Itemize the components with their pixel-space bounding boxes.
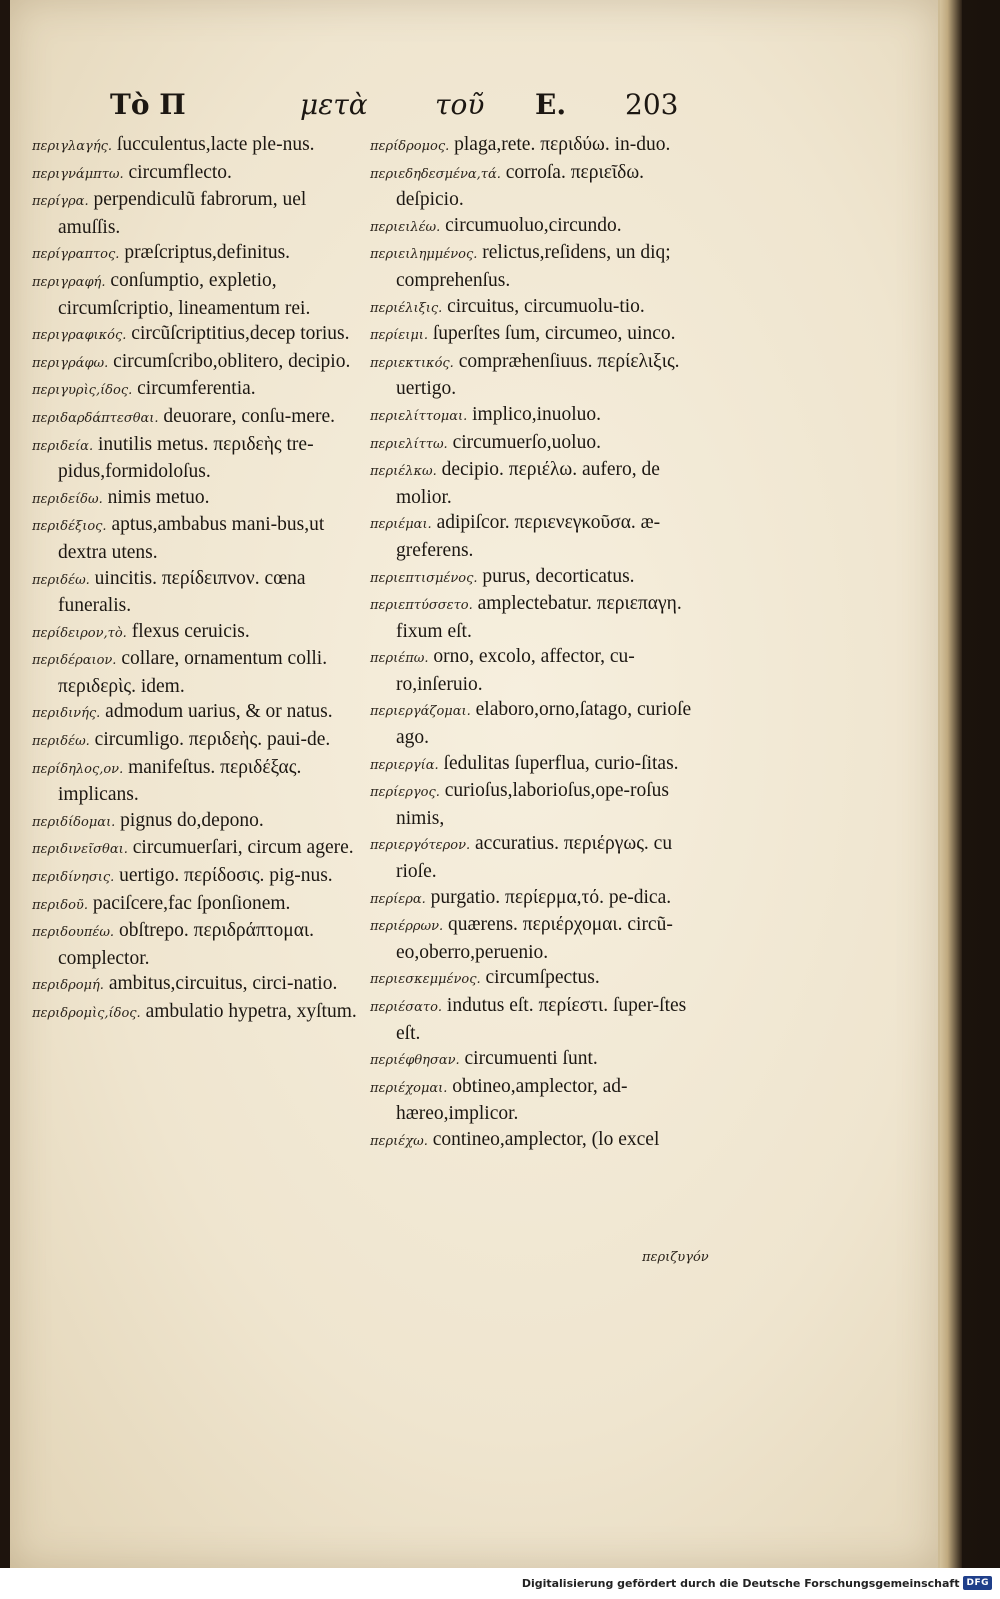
entry-lemma: περιδέραιον. xyxy=(32,653,117,669)
entry-lemma: περιγράφω. xyxy=(32,355,109,371)
entry-lemma: περιέπω. xyxy=(370,651,429,667)
entry-definition: conſumptio, expletio, circumſcriptio, lineamentum rei. xyxy=(58,269,311,319)
dictionary-entry xyxy=(32,863,372,891)
entry-definition: ambitus,circuitus, circi-natio. xyxy=(108,973,338,995)
entry-definition: præſcriptus,definitus. xyxy=(124,242,291,264)
entry-definition: circuitus, circumuolu-tio. xyxy=(447,295,645,317)
entry-lemma: περιεργία. xyxy=(370,757,439,773)
entry-definition: purgatio. περίερμα,τό. pe-dica. xyxy=(430,886,672,908)
entry-lemma: περιελίττω. xyxy=(370,436,448,452)
entry-definition: circumuerſo,uoluo. xyxy=(452,431,601,453)
header-middle: μετὰ xyxy=(300,88,368,121)
dictionary-entry xyxy=(32,432,372,485)
dictionary-entry xyxy=(370,965,715,993)
entry-definition: indutus eſt. περίεστι. ſuper-ſtes eſt. xyxy=(396,995,687,1044)
dictionary-entry xyxy=(32,727,372,755)
entry-definition: uincitis. περίδειπνον. cœna funeralis. xyxy=(58,567,306,617)
entry-lemma: περιδουπέω. xyxy=(32,925,115,941)
entry-lemma: περιγραφή. xyxy=(32,274,106,290)
entry-lemma: περιδίδομαι. xyxy=(32,814,116,830)
entry-definition: curioſus,laborioſus,ope-roſus nimis, xyxy=(396,780,669,829)
dictionary-entry xyxy=(370,160,715,213)
page-number: 203 xyxy=(625,88,679,121)
entry-lemma: περιεδηδεσμένα,τά. xyxy=(370,166,501,182)
dictionary-entry xyxy=(370,321,715,349)
dictionary-entry xyxy=(32,999,372,1027)
dictionary-entry xyxy=(370,778,715,831)
entry-lemma: περιγυρὶς,ίδος. xyxy=(32,383,133,399)
entry-lemma: περίειμι. xyxy=(370,328,429,344)
dictionary-entry xyxy=(370,591,715,644)
entry-lemma: περίερα. xyxy=(370,891,426,907)
entry-lemma: περιεργότερον. xyxy=(370,838,471,854)
entry-definition: amplectebatur. περιεπαγη. fixum eſt. xyxy=(396,593,682,642)
entry-lemma: περιγνάμπτω. xyxy=(32,166,124,182)
entry-definition: perpendiculũ fabrorum, uel amuſſis. xyxy=(58,189,307,238)
entry-definition: circumuoluo,circundo. xyxy=(445,214,622,236)
entry-definition: accuratius. περιέργως. cu rioſe. xyxy=(396,833,673,883)
entry-definition: circumſpectus. xyxy=(485,967,600,989)
entry-lemma: περιέχομαι. xyxy=(370,1080,448,1096)
entry-definition: circumferentia. xyxy=(137,378,256,400)
dictionary-entry xyxy=(32,808,372,836)
dictionary-entry xyxy=(32,268,372,321)
dictionary-entry xyxy=(32,376,372,404)
entry-lemma: περιεργάζομαι. xyxy=(370,704,471,720)
dictionary-entry xyxy=(370,831,715,884)
entry-definition: elaboro,orno,ſatago, curioſe ago. xyxy=(396,699,692,749)
dictionary-entry xyxy=(370,430,715,458)
dictionary-entry xyxy=(32,566,372,619)
entry-lemma: περιδρομή. xyxy=(32,978,104,994)
entry-definition: circũſcriptitius,decep torius. xyxy=(131,323,350,345)
entry-lemma: περιδέω. xyxy=(32,734,90,750)
entry-definition: corroſa. περιεῖδω. deſpicio. xyxy=(396,161,645,211)
header-right-word: τοῦ xyxy=(435,88,485,121)
running-header xyxy=(10,88,938,128)
entry-lemma: περίεργος. xyxy=(370,785,440,801)
entry-lemma: περιδινής. xyxy=(32,706,101,722)
entry-definition: circumuenti ſunt. xyxy=(464,1048,598,1070)
entry-definition: uertigo. περίδοσις. pig-nus. xyxy=(119,865,333,887)
dictionary-entry xyxy=(370,213,715,241)
digitization-credit xyxy=(522,1576,992,1590)
dictionary-entry xyxy=(370,294,715,322)
entry-definition: ſucculentus,lacte ple-nus. xyxy=(116,134,315,155)
entry-definition: decipio. περιέλω. aufero, de molior. xyxy=(396,459,660,508)
entry-lemma: περιεκτικός. xyxy=(370,355,454,371)
entry-definition: implico,inuoluo. xyxy=(472,403,602,425)
dictionary-entry xyxy=(32,485,372,513)
entry-lemma: περιέχω. xyxy=(370,1133,428,1149)
dictionary-entry xyxy=(32,699,372,727)
dictionary-entry xyxy=(370,564,715,592)
entry-lemma: περίδειρον,τὸ. xyxy=(32,625,127,641)
dictionary-entry xyxy=(32,755,372,808)
entry-definition: quærens. περιέρχομαι. circũ-eo,oberro,peruenio. xyxy=(396,914,673,963)
credit-text: Digitalisierung gefördert durch die Deutsche Forschungsgemeinschaft xyxy=(521,1576,960,1590)
page-edge xyxy=(938,0,962,1568)
dictionary-entry xyxy=(32,160,372,188)
catchword: περιζυγόν xyxy=(642,1250,709,1265)
entry-lemma: περιγλαγής. xyxy=(32,139,113,154)
dictionary-entry xyxy=(370,457,715,510)
entry-lemma: περιειλέω. xyxy=(370,219,441,235)
entry-lemma: περιδαρδάπτεσθαι. xyxy=(32,410,159,426)
entry-lemma: περιδέξιος. xyxy=(32,519,107,535)
entry-definition: plaga,rete. περιδύω. in-duo. xyxy=(454,134,671,155)
entry-definition: ambulatio hypetra, xyſtum. xyxy=(145,1001,357,1022)
entry-definition: collare, ornamentum colli. περιδερὶς. idem. xyxy=(58,648,328,697)
entry-lemma: περιέμαι. xyxy=(370,517,432,533)
entry-lemma: περίδηλος,ον. xyxy=(32,761,124,777)
dictionary-entry xyxy=(370,885,715,913)
dictionary-entry xyxy=(32,187,372,240)
entry-lemma: περιδίνησις. xyxy=(32,870,115,886)
entry-lemma: περιέφθησαν. xyxy=(370,1053,460,1069)
dictionary-entry xyxy=(370,402,715,430)
entry-definition: obſtrepo. περιδράπτομαι. complector. xyxy=(58,920,315,969)
entry-definition: contineo,amplector, (lo excel xyxy=(432,1128,660,1150)
entry-definition: ſuperſtes ſum, circumeo, uinco. xyxy=(432,323,676,345)
dictionary-entry xyxy=(370,644,715,697)
entry-definition: aptus,ambabus mani-bus,ut dextra utens. xyxy=(58,514,325,563)
entry-lemma: περιγραφικός. xyxy=(32,328,127,344)
dictionary-entry xyxy=(32,646,372,699)
header-right-letter: Ε. xyxy=(535,88,567,121)
entry-lemma: περίδρομος. xyxy=(370,139,450,154)
right-column xyxy=(370,132,715,1155)
entry-lemma: περιεσκεμμένος. xyxy=(370,972,481,988)
dictionary-entry xyxy=(32,512,372,565)
entry-definition: ſedulitas ſuperflua, curio-ſitas. xyxy=(443,752,679,774)
entry-definition: compræhenſiuus. περίελιξις. uertigo. xyxy=(396,350,680,400)
entry-definition: circumligo. περιδεὴς. paui-de. xyxy=(94,729,331,751)
dictionary-entry xyxy=(32,971,372,999)
entry-lemma: περιεπτύσσετο. xyxy=(370,598,473,614)
entry-lemma: περιέσατο. xyxy=(370,1000,443,1015)
entry-lemma: περιέλκω. xyxy=(370,464,437,480)
entry-definition: circumflecto. xyxy=(128,161,232,183)
entry-definition: circumſcribo,oblitero, decipio. xyxy=(113,350,351,372)
dictionary-entry xyxy=(32,132,372,160)
entry-definition: admodum uarius, & or natus. xyxy=(105,701,333,723)
dictionary-entry xyxy=(32,404,372,432)
dictionary-entry xyxy=(370,1127,715,1155)
entry-lemma: περίγραπτος. xyxy=(32,247,120,263)
dictionary-entry xyxy=(370,993,715,1046)
dictionary-entry xyxy=(32,240,372,268)
entry-lemma: περιδείδω. xyxy=(32,491,103,507)
dictionary-entry xyxy=(370,697,715,750)
dictionary-entry xyxy=(370,510,715,563)
entry-definition: pignus do,depono. xyxy=(120,809,264,831)
dictionary-entry xyxy=(32,349,372,377)
entry-definition: obtineo,amplector, ad-hæreo,implicor. xyxy=(396,1075,628,1125)
dictionary-entry xyxy=(370,751,715,779)
entry-definition: manifeſtus. περιδέξας. implicans. xyxy=(58,756,302,806)
entry-lemma: περιδρομὶς,ίδος. xyxy=(32,1006,141,1021)
entry-definition: flexus ceruicis. xyxy=(131,620,250,642)
dictionary-entry xyxy=(32,835,372,863)
entry-definition: purus, decorticatus. xyxy=(482,565,635,587)
entry-lemma: περιέλιξις. xyxy=(370,300,443,316)
entry-definition: deuorare, conſu-mere. xyxy=(163,405,336,427)
dfg-logo: DFG xyxy=(963,1576,992,1590)
entry-definition: circumuerſari, circum agere. xyxy=(132,837,354,859)
dictionary-entry xyxy=(32,891,372,919)
dictionary-entry xyxy=(370,1074,715,1127)
dictionary-entry xyxy=(370,349,715,402)
dictionary-entry xyxy=(370,912,715,965)
book-page xyxy=(10,0,940,1568)
dictionary-entry xyxy=(32,918,372,971)
entry-lemma: περίγρα. xyxy=(32,194,89,210)
entry-lemma: περιδεία. xyxy=(32,438,94,454)
entry-definition: adipiſcor. περιενεγκοῦσα. æ-greferens. xyxy=(396,512,661,561)
dictionary-entry xyxy=(370,240,715,293)
entry-definition: relictus,reſidens, un diq; comprehenſus. xyxy=(396,242,671,291)
entry-lemma: περιέρρων. xyxy=(370,919,444,935)
entry-definition: nimis metuo. xyxy=(107,486,210,508)
dictionary-entry xyxy=(370,132,715,160)
entry-lemma: περιδέω. xyxy=(32,572,90,588)
entry-lemma: περιεπτισμένος. xyxy=(370,570,478,586)
dictionary-entry xyxy=(32,619,372,647)
entry-definition: orno, excolo, affector, cu-ro,inſeruio. xyxy=(396,646,635,695)
entry-lemma: περιδινεῖσθαι. xyxy=(32,842,128,858)
entry-lemma: περιδοῦ. xyxy=(32,897,88,913)
entry-definition: paciſcere,fac ſponſionem. xyxy=(92,892,291,914)
entry-lemma: περιειλημμένος. xyxy=(370,247,478,263)
dictionary-entry xyxy=(370,1046,715,1074)
dictionary-entry xyxy=(32,321,372,349)
entry-definition: inutilis metus. περιδεὴς tre-pidus,formidoloſus. xyxy=(58,433,314,483)
left-column xyxy=(32,132,372,1027)
header-left: Τὸ Π xyxy=(110,88,186,121)
entry-lemma: περιελίττομαι. xyxy=(370,408,468,424)
